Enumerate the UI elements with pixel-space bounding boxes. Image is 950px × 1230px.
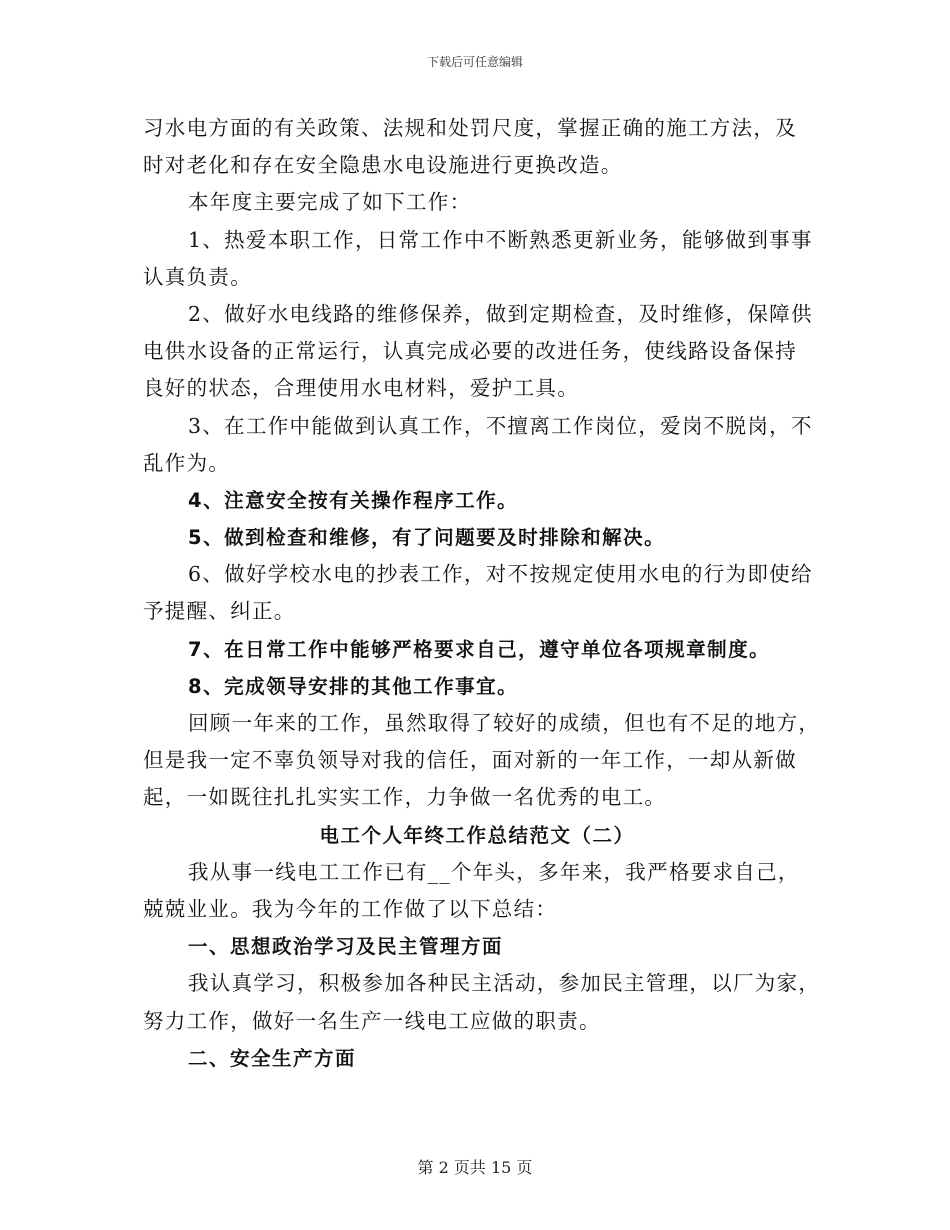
list-item-1-cont: 认真负责。 bbox=[143, 264, 252, 289]
list-item-8: 8、完成领导安排的其他工作事宜。 bbox=[188, 674, 519, 698]
subsection-heading: 一、思想政治学习及民主管理方面 bbox=[188, 935, 504, 959]
page-header: 下载后可任意编辑 bbox=[426, 55, 523, 69]
paragraph-line: 时对老化和存在安全隐患水电设施进行更换改造。 bbox=[143, 153, 623, 178]
paragraph-line: 回顾一年来的工作，虽然取得了较好的成绩，但也有不足的地方， bbox=[188, 711, 821, 735]
paragraph-line: 努力工作，做好一名生产一线电工应做的职责。 bbox=[143, 1008, 601, 1033]
list-item-2-cont: 电供水设备的正常运行，认真完成必要的改进任务，使线路设备保持 bbox=[143, 339, 797, 364]
paragraph-line: 我认真学习，积极参加各种民主活动，参加民主管理，以厂为家， bbox=[188, 971, 821, 996]
list-item-3-cont: 乱作为。 bbox=[143, 450, 231, 475]
list-item-4: 4、注意安全按有关操作程序工作。 bbox=[188, 488, 519, 512]
list-item-7: 7、在日常工作中能够严格要求自己，遵守单位各项规章制度。 bbox=[188, 637, 771, 661]
document-body bbox=[143, 110, 821, 1077]
paragraph-line: 但是我一定不辜负领导对我的信任，面对新的一年工作，一却从新做 bbox=[143, 748, 797, 773]
list-item-3: 3、在工作中能做到认真工作，不擅离工作岗位，爱岗不脱岗，不 bbox=[188, 413, 813, 438]
paragraph-line: 习水电方面的有关政策、法规和处罚尺度，掌握正确的施工方法，及 bbox=[143, 116, 797, 140]
list-item-6-cont: 予提醒、纠正。 bbox=[143, 599, 296, 624]
paragraph-line: 兢兢业业。我为今年的工作做了以下总结： bbox=[143, 896, 558, 921]
list-item-5: 5、做到检查和维修，有了问题要及时排除和解决。 bbox=[188, 526, 666, 550]
list-item-2: 2、做好水电线路的维修保养，做到定期检查，及时维修，保障供 bbox=[188, 301, 813, 326]
page-footer: 第 2 页共 15 页 bbox=[417, 1158, 533, 1177]
section-title: 电工个人年终工作总结范文（二） bbox=[319, 823, 635, 847]
paragraph-line: 我从事一线电工工作已有__个年头，多年来，我严格要求自己， bbox=[188, 859, 800, 884]
paragraph-line: 起，一如既往扎扎实实工作，力争做一名优秀的电工。 bbox=[143, 785, 667, 810]
list-item-1: 1、热爱本职工作，日常工作中不断熟悉更新业务，能够做到事事 bbox=[188, 227, 813, 252]
subsection-heading: 二、安全生产方面 bbox=[188, 1046, 357, 1070]
list-item-2-cont: 良好的状态，合理使用水电材料，爱护工具。 bbox=[143, 376, 579, 401]
paragraph-line: 本年度主要完成了如下工作： bbox=[188, 190, 472, 215]
list-item-6: 6、做好学校水电的抄表工作，对不按规定使用水电的行为即使给 bbox=[188, 562, 813, 587]
